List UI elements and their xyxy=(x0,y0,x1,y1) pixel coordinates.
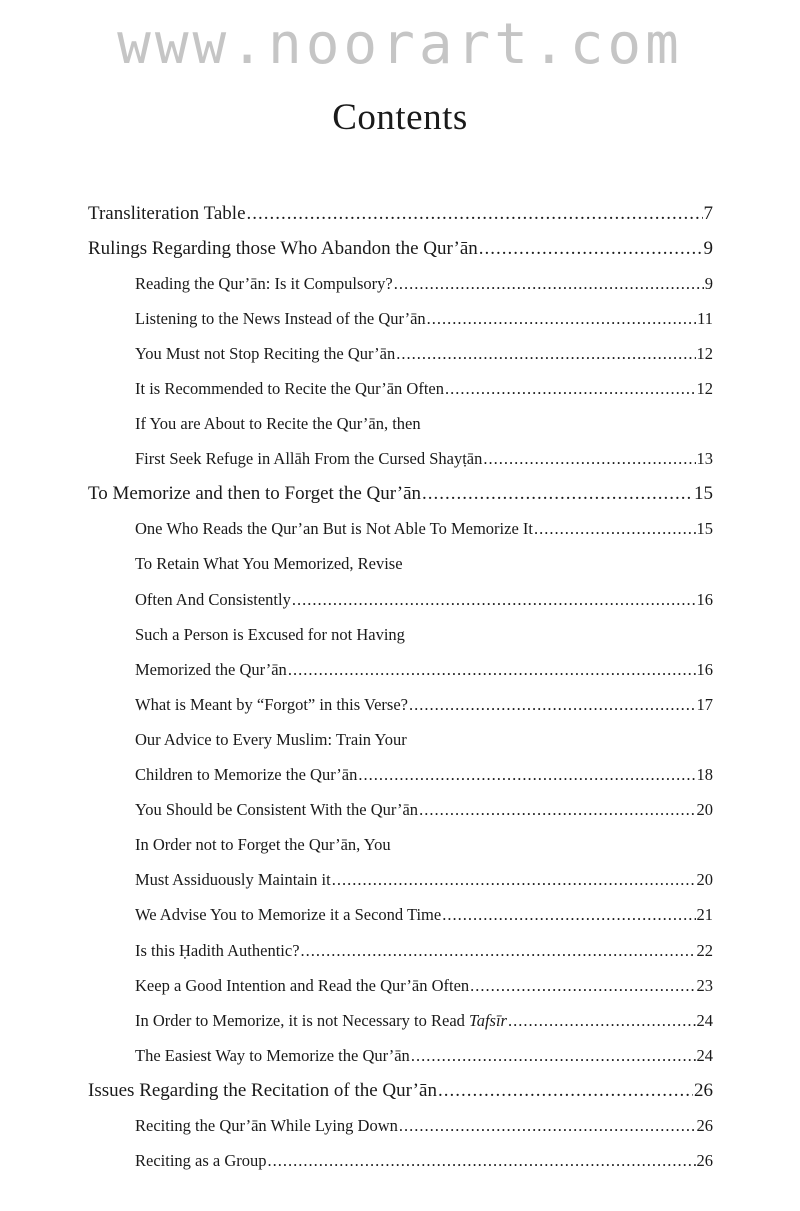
page-number: 23 xyxy=(696,975,713,995)
entry-title: Transliteration Table xyxy=(88,202,246,224)
toc-section-entry xyxy=(88,758,713,793)
dot-leader xyxy=(508,1011,696,1031)
dot-leader xyxy=(483,449,695,469)
toc-section-entry xyxy=(88,407,713,442)
page-number: 15 xyxy=(696,519,713,539)
entry-title: You Should be Consistent With the Qur’ān xyxy=(135,800,419,820)
entry-title: What is Meant by “Forgot” in this Verse? xyxy=(135,694,408,714)
dot-leader xyxy=(534,519,696,539)
toc-section-entry xyxy=(88,266,713,301)
entry-title: Issues Regarding the Recitation of the Qur’ān xyxy=(88,1079,437,1101)
toc-section-entry xyxy=(88,512,713,547)
dot-leader xyxy=(288,660,696,680)
toc-section-entry xyxy=(88,652,713,687)
dot-leader xyxy=(394,274,704,294)
dot-leader xyxy=(247,203,703,225)
page-number: 22 xyxy=(696,940,713,960)
dot-leader xyxy=(427,309,696,329)
page-number: 13 xyxy=(696,449,713,469)
toc-section-entry xyxy=(88,1108,713,1143)
entry-title: In Order to Memorize, it is not Necessary to Read Tafsīr xyxy=(135,1010,507,1030)
toc-section-entry xyxy=(88,547,713,582)
dot-leader xyxy=(396,344,695,364)
page-number: 24 xyxy=(696,1010,713,1030)
toc-section-entry xyxy=(88,1003,713,1038)
entry-title: The Easiest Way to Memorize the Qur’ān xyxy=(135,1045,410,1065)
toc-section-entry xyxy=(88,722,713,757)
toc-section-entry xyxy=(88,617,713,652)
page-number: 16 xyxy=(696,659,713,679)
entry-title: Such a Person is Excused for not Having xyxy=(135,624,405,644)
page-number: 26 xyxy=(694,1079,713,1101)
entry-title: Often And Consistently xyxy=(135,589,291,609)
toc-chapter-entry xyxy=(88,196,713,231)
entry-title: Must Assiduously Maintain it xyxy=(135,870,331,890)
page-number: 24 xyxy=(696,1045,713,1065)
dot-leader xyxy=(479,238,703,260)
entry-title: In Order not to Forget the Qur’ān, You xyxy=(135,835,391,855)
entry-title: You Must not Stop Reciting the Qur’ān xyxy=(135,343,396,363)
toc-chapter-entry xyxy=(88,1073,713,1108)
page-number: 9 xyxy=(703,237,713,259)
page-number: 9 xyxy=(704,273,713,293)
watermark: www.noorart.com xyxy=(117,12,683,77)
toc-section-entry xyxy=(88,1038,713,1073)
dot-leader xyxy=(268,1151,696,1171)
dot-leader xyxy=(332,870,696,890)
dot-leader xyxy=(292,590,696,610)
page-number: 15 xyxy=(694,483,713,505)
page-number: 17 xyxy=(696,694,713,714)
entry-title: To Memorize and then to Forget the Qur’ān xyxy=(88,483,422,505)
dot-leader xyxy=(411,1046,696,1066)
page-number: 11 xyxy=(697,308,713,328)
page-number: 18 xyxy=(696,765,713,785)
toc-section-entry xyxy=(88,793,713,828)
toc-section-entry xyxy=(88,442,713,477)
toc-section-entry xyxy=(88,687,713,722)
dot-leader xyxy=(445,379,696,399)
dot-leader xyxy=(438,1080,693,1102)
toc-section-entry xyxy=(88,336,713,371)
entry-title: One Who Reads the Qur’an But is Not Able To Memorize It xyxy=(135,519,533,539)
dot-leader xyxy=(399,1116,696,1136)
page-number: 16 xyxy=(696,589,713,609)
entry-title: Is this Ḥadith Authentic? xyxy=(135,940,300,960)
table-of-contents xyxy=(88,196,713,1179)
dot-leader xyxy=(470,976,695,996)
toc-section-entry xyxy=(88,371,713,406)
entry-title: If You are About to Recite the Qur’ān, then xyxy=(135,414,421,434)
page-number: 26 xyxy=(696,1151,713,1171)
entry-title: Our Advice to Every Muslim: Train Your xyxy=(135,729,407,749)
toc-section-entry xyxy=(88,863,713,898)
entry-title: Children to Memorize the Qur’ān xyxy=(135,765,358,785)
entry-title: We Advise You to Memorize it a Second Time xyxy=(135,905,442,925)
page-number: 12 xyxy=(696,379,713,399)
entry-title: To Retain What You Memorized, Revise xyxy=(135,554,403,574)
entry-title: It is Recommended to Recite the Qur’ān Often xyxy=(135,379,444,399)
toc-section-entry xyxy=(88,1144,713,1179)
dot-leader xyxy=(419,800,695,820)
toc-section-entry xyxy=(88,828,713,863)
entry-title: First Seek Refuge in Allāh From the Cursed Shayṭān xyxy=(135,449,483,469)
page-number: 21 xyxy=(696,905,713,925)
page-number: 7 xyxy=(703,202,713,224)
dot-leader xyxy=(422,483,693,505)
toc-section-entry xyxy=(88,968,713,1003)
entry-title: Listening to the News Instead of the Qur’ān xyxy=(135,308,426,328)
page-number: 20 xyxy=(696,800,713,820)
toc-section-entry xyxy=(88,582,713,617)
page-title: Contents xyxy=(332,97,468,138)
entry-title: Keep a Good Intention and Read the Qur’ān Often xyxy=(135,975,470,995)
toc-chapter-entry xyxy=(88,477,713,512)
entry-title: Reading the Qur’ān: Is it Compulsory? xyxy=(135,273,393,293)
toc-section-entry xyxy=(88,898,713,933)
entry-title: Memorized the Qur’ān xyxy=(135,659,287,679)
toc-chapter-entry xyxy=(88,231,713,266)
dot-leader xyxy=(442,905,695,925)
toc-section-entry xyxy=(88,933,713,968)
toc-section-entry xyxy=(88,301,713,336)
dot-leader xyxy=(358,765,695,785)
page-number: 12 xyxy=(696,343,713,363)
page-number: 26 xyxy=(696,1115,713,1135)
entry-title: Reciting the Qur’ān While Lying Down xyxy=(135,1115,398,1135)
page-number: 20 xyxy=(696,870,713,890)
dot-leader xyxy=(301,941,696,961)
entry-title: Reciting as a Group xyxy=(135,1151,267,1171)
entry-title: Rulings Regarding those Who Abandon the Qur’ān xyxy=(88,237,478,259)
dot-leader xyxy=(409,695,696,715)
